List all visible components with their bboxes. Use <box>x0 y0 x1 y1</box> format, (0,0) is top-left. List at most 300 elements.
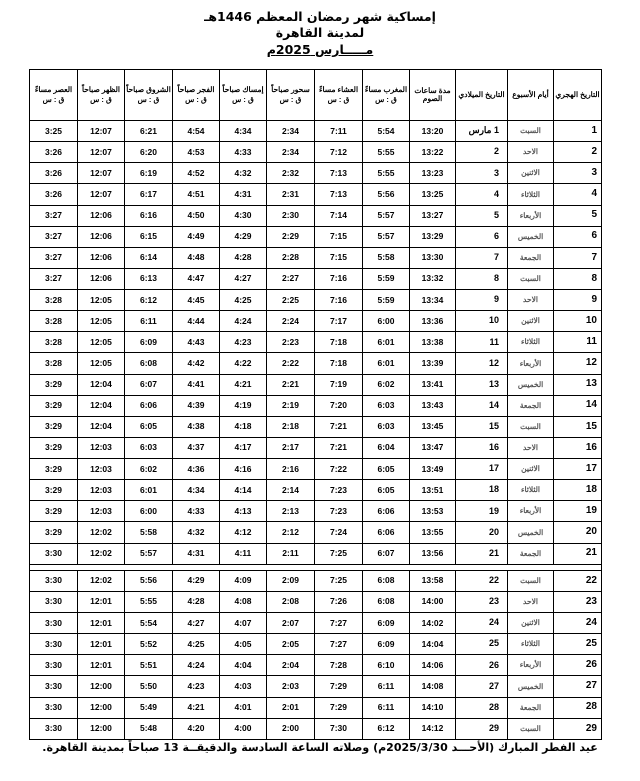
table-cell: 12 <box>554 353 602 374</box>
table-cell: 22 <box>554 570 602 591</box>
table-cell: 13:30 <box>410 247 456 268</box>
table-cell: 4:33 <box>173 501 220 522</box>
table-cell: 6:12 <box>363 718 410 739</box>
table-cell: 3:30 <box>30 697 78 718</box>
table-cell: 4:29 <box>220 226 267 247</box>
table-cell: 3:30 <box>30 676 78 697</box>
table-cell: 4 <box>554 184 602 205</box>
table-cell: 4:01 <box>220 697 267 718</box>
table-cell: 4:34 <box>220 121 267 142</box>
table-cell: 4:18 <box>220 416 267 437</box>
table-cell: 6:02 <box>363 374 410 395</box>
table-row <box>30 205 602 226</box>
table-cell: 12 <box>456 353 508 374</box>
table-cell: 4:25 <box>173 634 220 655</box>
table-cell: 5:59 <box>363 268 410 289</box>
table-cell: 6:05 <box>363 480 410 501</box>
table-cell: 12:07 <box>78 184 125 205</box>
table-cell: 5 <box>456 205 508 226</box>
table-cell: 4:04 <box>220 655 267 676</box>
table-cell: 6:11 <box>363 697 410 718</box>
table-cell: 6:00 <box>125 501 173 522</box>
table-row <box>30 247 602 268</box>
table-cell: 14:04 <box>410 634 456 655</box>
table-cell: 4:29 <box>173 570 220 591</box>
table-cell: 5:56 <box>363 184 410 205</box>
table-row <box>30 613 602 634</box>
table-cell: 3:25 <box>30 121 78 142</box>
table-cell: 4 <box>456 184 508 205</box>
table-cell: 13:29 <box>410 226 456 247</box>
table-cell: السبت <box>508 570 554 591</box>
table-cell: 2:34 <box>267 121 315 142</box>
month-subtitle: مـــــارس 2025م <box>266 42 374 57</box>
table-cell: 20 <box>456 522 508 543</box>
table-cell: السبت <box>508 718 554 739</box>
table-header-row <box>30 70 602 121</box>
table-cell: 12:06 <box>78 226 125 247</box>
table-cell: 2:32 <box>267 163 315 184</box>
table-cell: 3:29 <box>30 416 78 437</box>
table-cell: 5:58 <box>363 247 410 268</box>
table-cell: 7:28 <box>315 655 363 676</box>
table-cell: 2:27 <box>267 268 315 289</box>
table-cell: 7:14 <box>315 205 363 226</box>
table-cell: 6:16 <box>125 205 173 226</box>
table-cell: 23 <box>456 591 508 612</box>
table-row <box>30 570 602 591</box>
table-cell: الجمعة <box>508 247 554 268</box>
table-cell: 4:25 <box>220 290 267 311</box>
table-cell: 3:26 <box>30 163 78 184</box>
table-cell: 7:27 <box>315 613 363 634</box>
table-cell: 21 <box>456 543 508 564</box>
table-cell: السبت <box>508 121 554 142</box>
table-cell: 7:13 <box>315 184 363 205</box>
table-cell: 3:29 <box>30 480 78 501</box>
table-cell: 4:53 <box>173 142 220 163</box>
table-row <box>30 591 602 612</box>
table-cell: 13:34 <box>410 290 456 311</box>
table-cell: 12:01 <box>78 655 125 676</box>
table-cell: الخميس <box>508 374 554 395</box>
column-header <box>267 70 315 121</box>
table-cell: 3 <box>554 163 602 184</box>
table-cell: 7:25 <box>315 543 363 564</box>
column-unit: ق : س <box>137 95 160 104</box>
table-cell: 5:54 <box>125 613 173 634</box>
table-cell: 2:00 <box>267 718 315 739</box>
table-cell: 14:06 <box>410 655 456 676</box>
table-cell: 7:29 <box>315 697 363 718</box>
table-cell: الثلاثاء <box>508 480 554 501</box>
table-row <box>30 332 602 353</box>
table-cell: 2 <box>554 142 602 163</box>
column-unit: ق : س <box>232 95 254 104</box>
column-title: التاريخ الهجري <box>555 90 600 100</box>
column-unit: ق : س <box>375 95 397 104</box>
column-unit: ق : س <box>185 95 207 104</box>
table-cell: 6:20 <box>125 142 173 163</box>
table-cell: 7:23 <box>315 501 363 522</box>
table-cell: 25 <box>456 634 508 655</box>
table-cell: 4:08 <box>220 591 267 612</box>
table-cell: 7:15 <box>315 247 363 268</box>
table-cell: 7:13 <box>315 163 363 184</box>
table-cell: 6:07 <box>125 374 173 395</box>
table-cell: 4:28 <box>220 247 267 268</box>
table-cell: 12:01 <box>78 634 125 655</box>
table-row <box>30 501 602 522</box>
table-cell: الاثنين <box>508 459 554 480</box>
table-cell: السبت <box>508 268 554 289</box>
table-cell: 19 <box>456 501 508 522</box>
table-cell: 4:09 <box>220 570 267 591</box>
table-cell: 6:01 <box>363 353 410 374</box>
table-row <box>30 697 602 718</box>
table-cell: 4:07 <box>220 613 267 634</box>
table-cell: 12:02 <box>78 570 125 591</box>
table-cell: 3:26 <box>30 142 78 163</box>
table-cell: 4:36 <box>173 459 220 480</box>
table-cell: 2:12 <box>267 522 315 543</box>
column-title: العشاء مساءً <box>318 85 359 95</box>
table-cell: الاحد <box>508 591 554 612</box>
table-cell: 4:03 <box>220 676 267 697</box>
table-cell: 16 <box>456 437 508 458</box>
table-cell: 14:02 <box>410 613 456 634</box>
table-cell: 5:55 <box>363 142 410 163</box>
table-cell: 2:16 <box>267 459 315 480</box>
table-cell: 6:06 <box>125 395 173 416</box>
table-row <box>30 163 602 184</box>
table-cell: 14:10 <box>410 697 456 718</box>
table-cell: الأربعاء <box>508 655 554 676</box>
table-cell: 11 <box>456 332 508 353</box>
table-cell: 13:25 <box>410 184 456 205</box>
table-cell: 6:14 <box>125 247 173 268</box>
table-cell: 14 <box>456 395 508 416</box>
column-title: مدة ساعات الصوم <box>414 86 451 103</box>
table-cell: 6:19 <box>125 163 173 184</box>
table-cell: 3:29 <box>30 501 78 522</box>
column-header <box>173 70 220 121</box>
table-cell: 7:12 <box>315 142 363 163</box>
table-cell: 6:13 <box>125 268 173 289</box>
table-cell: 6:12 <box>125 290 173 311</box>
table-cell: 18 <box>554 480 602 501</box>
table-cell: 6:05 <box>125 416 173 437</box>
table-cell: 6:05 <box>363 459 410 480</box>
table-cell: 6:06 <box>363 522 410 543</box>
table-cell: 12:02 <box>78 543 125 564</box>
column-header <box>125 70 173 121</box>
table-cell: 3:27 <box>30 205 78 226</box>
table-cell: 21 <box>554 543 602 564</box>
table-cell: 5:58 <box>125 522 173 543</box>
table-cell: 13:27 <box>410 205 456 226</box>
table-cell: 12:03 <box>78 501 125 522</box>
table-cell: 3:30 <box>30 634 78 655</box>
table-cell: 12:06 <box>78 247 125 268</box>
eid-note: عيد الفطر المبارك (الأحـــد 2025/3/30م) وصلاته الساعة السادسة والدقيقــة 13 صباحاً بمدينة القاهرة. <box>42 741 598 754</box>
table-cell: 7 <box>456 247 508 268</box>
table-cell: 4:32 <box>173 522 220 543</box>
table-cell: 7:16 <box>315 268 363 289</box>
table-cell: 7:26 <box>315 591 363 612</box>
table-cell: 2:18 <box>267 416 315 437</box>
table-cell: 2:09 <box>267 570 315 591</box>
table-cell: 7 <box>554 247 602 268</box>
table-cell: 14:08 <box>410 676 456 697</box>
table-cell: 2:22 <box>267 353 315 374</box>
column-header <box>363 70 410 121</box>
column-header <box>554 70 602 121</box>
table-cell: 8 <box>456 268 508 289</box>
table-cell: الثلاثاء <box>508 634 554 655</box>
table-cell: 6:15 <box>125 226 173 247</box>
table-cell: 7:22 <box>315 459 363 480</box>
table-row <box>30 142 602 163</box>
column-title: سحور صباحاً <box>271 85 310 95</box>
table-cell: 4:51 <box>173 184 220 205</box>
table-cell: 24 <box>554 613 602 634</box>
column-unit: ق : س <box>327 95 350 104</box>
table-cell: 5:49 <box>125 697 173 718</box>
table-cell: الأربعاء <box>508 205 554 226</box>
table-cell: 2 <box>456 142 508 163</box>
table-cell: 13:32 <box>410 268 456 289</box>
table-cell: 5:57 <box>125 543 173 564</box>
table-cell: الجمعة <box>508 543 554 564</box>
table-cell: 12:03 <box>78 480 125 501</box>
table-row <box>30 416 602 437</box>
column-header <box>78 70 125 121</box>
document-title: إمساكية شهر رمضان المعظم 1446هـ <box>204 9 436 24</box>
table-cell: 8 <box>554 268 602 289</box>
table-cell: 12:00 <box>78 697 125 718</box>
table-cell: 3:26 <box>30 184 78 205</box>
table-row <box>30 226 602 247</box>
table-cell: 6:01 <box>125 480 173 501</box>
table-cell: 12:05 <box>78 353 125 374</box>
table-cell: 4:13 <box>220 501 267 522</box>
table-cell: 6:06 <box>363 501 410 522</box>
table-cell: 6:09 <box>363 634 410 655</box>
table-cell: 17 <box>554 459 602 480</box>
table-row <box>30 480 602 501</box>
table-cell: 5:59 <box>363 290 410 311</box>
table-cell: 6 <box>554 226 602 247</box>
table-cell: 29 <box>554 718 602 739</box>
table-cell: 2:21 <box>267 374 315 395</box>
table-cell: 3:28 <box>30 353 78 374</box>
table-cell: 12:04 <box>78 416 125 437</box>
table-cell: 4:24 <box>173 655 220 676</box>
table-cell: 14:00 <box>410 591 456 612</box>
table-cell: الاحد <box>508 142 554 163</box>
table-cell: 28 <box>554 697 602 718</box>
table-cell: 13:22 <box>410 142 456 163</box>
table-cell: 5:55 <box>363 163 410 184</box>
column-header <box>508 70 554 121</box>
table-cell: الاحد <box>508 437 554 458</box>
table-cell: 23 <box>554 591 602 612</box>
table-cell: 13:47 <box>410 437 456 458</box>
table-cell: 13:56 <box>410 543 456 564</box>
table-cell: 4:19 <box>220 395 267 416</box>
table-cell: 15 <box>456 416 508 437</box>
table-cell: 14 <box>554 395 602 416</box>
table-cell: 4:11 <box>220 543 267 564</box>
table-cell: 6:08 <box>363 570 410 591</box>
table-cell: 4:38 <box>173 416 220 437</box>
table-cell: 3:30 <box>30 570 78 591</box>
table-cell: 7:23 <box>315 480 363 501</box>
table-cell: 4:47 <box>173 268 220 289</box>
table-cell: 12:06 <box>78 268 125 289</box>
column-title: التاريخ الميلادي <box>458 90 505 100</box>
table-cell: 4:49 <box>173 226 220 247</box>
table-cell: 4:33 <box>220 142 267 163</box>
table-cell: 12:01 <box>78 613 125 634</box>
table-cell: 2:01 <box>267 697 315 718</box>
table-cell: 5:54 <box>363 121 410 142</box>
table-cell: 4:24 <box>220 311 267 332</box>
table-cell: 20 <box>554 522 602 543</box>
table-cell: 29 <box>456 718 508 739</box>
table-cell: 26 <box>554 655 602 676</box>
table-cell: 4:23 <box>220 332 267 353</box>
table-cell: 5:52 <box>125 634 173 655</box>
table-cell: 2:08 <box>267 591 315 612</box>
table-row <box>30 634 602 655</box>
table-cell: 13:58 <box>410 570 456 591</box>
table-cell: 22 <box>456 570 508 591</box>
table-cell: 5:56 <box>125 570 173 591</box>
table-cell: 4:27 <box>220 268 267 289</box>
table-cell: 17 <box>456 459 508 480</box>
table-cell: 2:28 <box>267 247 315 268</box>
table-cell: 2:19 <box>267 395 315 416</box>
table-cell: 3:30 <box>30 718 78 739</box>
table-cell: 2:11 <box>267 543 315 564</box>
table-cell: الاثنين <box>508 613 554 634</box>
column-title: المغرب مساءً <box>364 85 408 95</box>
table-cell: 7:16 <box>315 290 363 311</box>
column-title: العصر مساءً <box>34 85 73 95</box>
table-cell: 3:30 <box>30 591 78 612</box>
table-cell: 4:41 <box>173 374 220 395</box>
table-cell: 2:31 <box>267 184 315 205</box>
table-cell: 3:28 <box>30 311 78 332</box>
imsakiya-table <box>29 69 602 740</box>
table-cell: 13:51 <box>410 480 456 501</box>
table-cell: 4:39 <box>173 395 220 416</box>
table-cell: 5:48 <box>125 718 173 739</box>
table-cell: 1 <box>554 121 602 142</box>
table-cell: 7:29 <box>315 676 363 697</box>
table-cell: 6:03 <box>125 437 173 458</box>
table-cell: 2:05 <box>267 634 315 655</box>
table-cell: 12:00 <box>78 676 125 697</box>
table-cell: الأربعاء <box>508 501 554 522</box>
table-cell: 10 <box>456 311 508 332</box>
table-cell: 6:04 <box>363 437 410 458</box>
table-cell: 4:44 <box>173 311 220 332</box>
table-cell: 6:09 <box>363 613 410 634</box>
table-cell: 12:01 <box>78 591 125 612</box>
table-cell: 4:28 <box>173 591 220 612</box>
table-cell: 4:54 <box>173 121 220 142</box>
table-cell: 4:31 <box>220 184 267 205</box>
table-cell: 19 <box>554 501 602 522</box>
table-cell: 3:28 <box>30 290 78 311</box>
table-cell: 3:28 <box>30 332 78 353</box>
table-cell: 4:17 <box>220 437 267 458</box>
table-cell: 13 <box>456 374 508 395</box>
table-cell: 13:55 <box>410 522 456 543</box>
table-cell: السبت <box>508 416 554 437</box>
table-cell: 12:03 <box>78 459 125 480</box>
table-cell: 3 <box>456 163 508 184</box>
table-cell: 4:22 <box>220 353 267 374</box>
table-row <box>30 311 602 332</box>
table-cell: 15 <box>554 416 602 437</box>
table-cell: 4:42 <box>173 353 220 374</box>
table-cell: 13:38 <box>410 332 456 353</box>
table-cell: 6:11 <box>363 676 410 697</box>
table-cell: 4:37 <box>173 437 220 458</box>
table-cell: 6:07 <box>363 543 410 564</box>
table-cell: 5:51 <box>125 655 173 676</box>
table-cell: 12:04 <box>78 374 125 395</box>
table-cell: 14:12 <box>410 718 456 739</box>
table-row <box>30 121 602 142</box>
table-cell: 10 <box>554 311 602 332</box>
table-cell: 24 <box>456 613 508 634</box>
table-cell: 6:08 <box>363 591 410 612</box>
table-row <box>30 718 602 739</box>
column-header <box>315 70 363 121</box>
table-cell: 12:07 <box>78 163 125 184</box>
table-cell: 4:34 <box>173 480 220 501</box>
table-cell: 7:21 <box>315 437 363 458</box>
table-cell: 3:30 <box>30 655 78 676</box>
table-row <box>30 522 602 543</box>
column-unit: ق : س <box>90 95 112 104</box>
table-cell: 2:13 <box>267 501 315 522</box>
column-header <box>456 70 508 121</box>
table-cell: 2:30 <box>267 205 315 226</box>
table-cell: 12:00 <box>78 718 125 739</box>
table-cell: 12:06 <box>78 205 125 226</box>
table-cell: 3:29 <box>30 374 78 395</box>
table-cell: 6:10 <box>363 655 410 676</box>
table-cell: 1 مارس <box>456 121 508 142</box>
table-cell: 4:27 <box>173 613 220 634</box>
table-cell: 7:24 <box>315 522 363 543</box>
table-cell: 6:21 <box>125 121 173 142</box>
table-cell: 4:23 <box>173 676 220 697</box>
table-cell: 3:27 <box>30 268 78 289</box>
table-cell: 27 <box>456 676 508 697</box>
table-cell: 13:53 <box>410 501 456 522</box>
table-cell: 3:29 <box>30 395 78 416</box>
column-title: الشروق صباحاً <box>126 85 171 95</box>
column-header <box>30 70 78 121</box>
column-title: أيام الأسبوع <box>512 90 549 100</box>
